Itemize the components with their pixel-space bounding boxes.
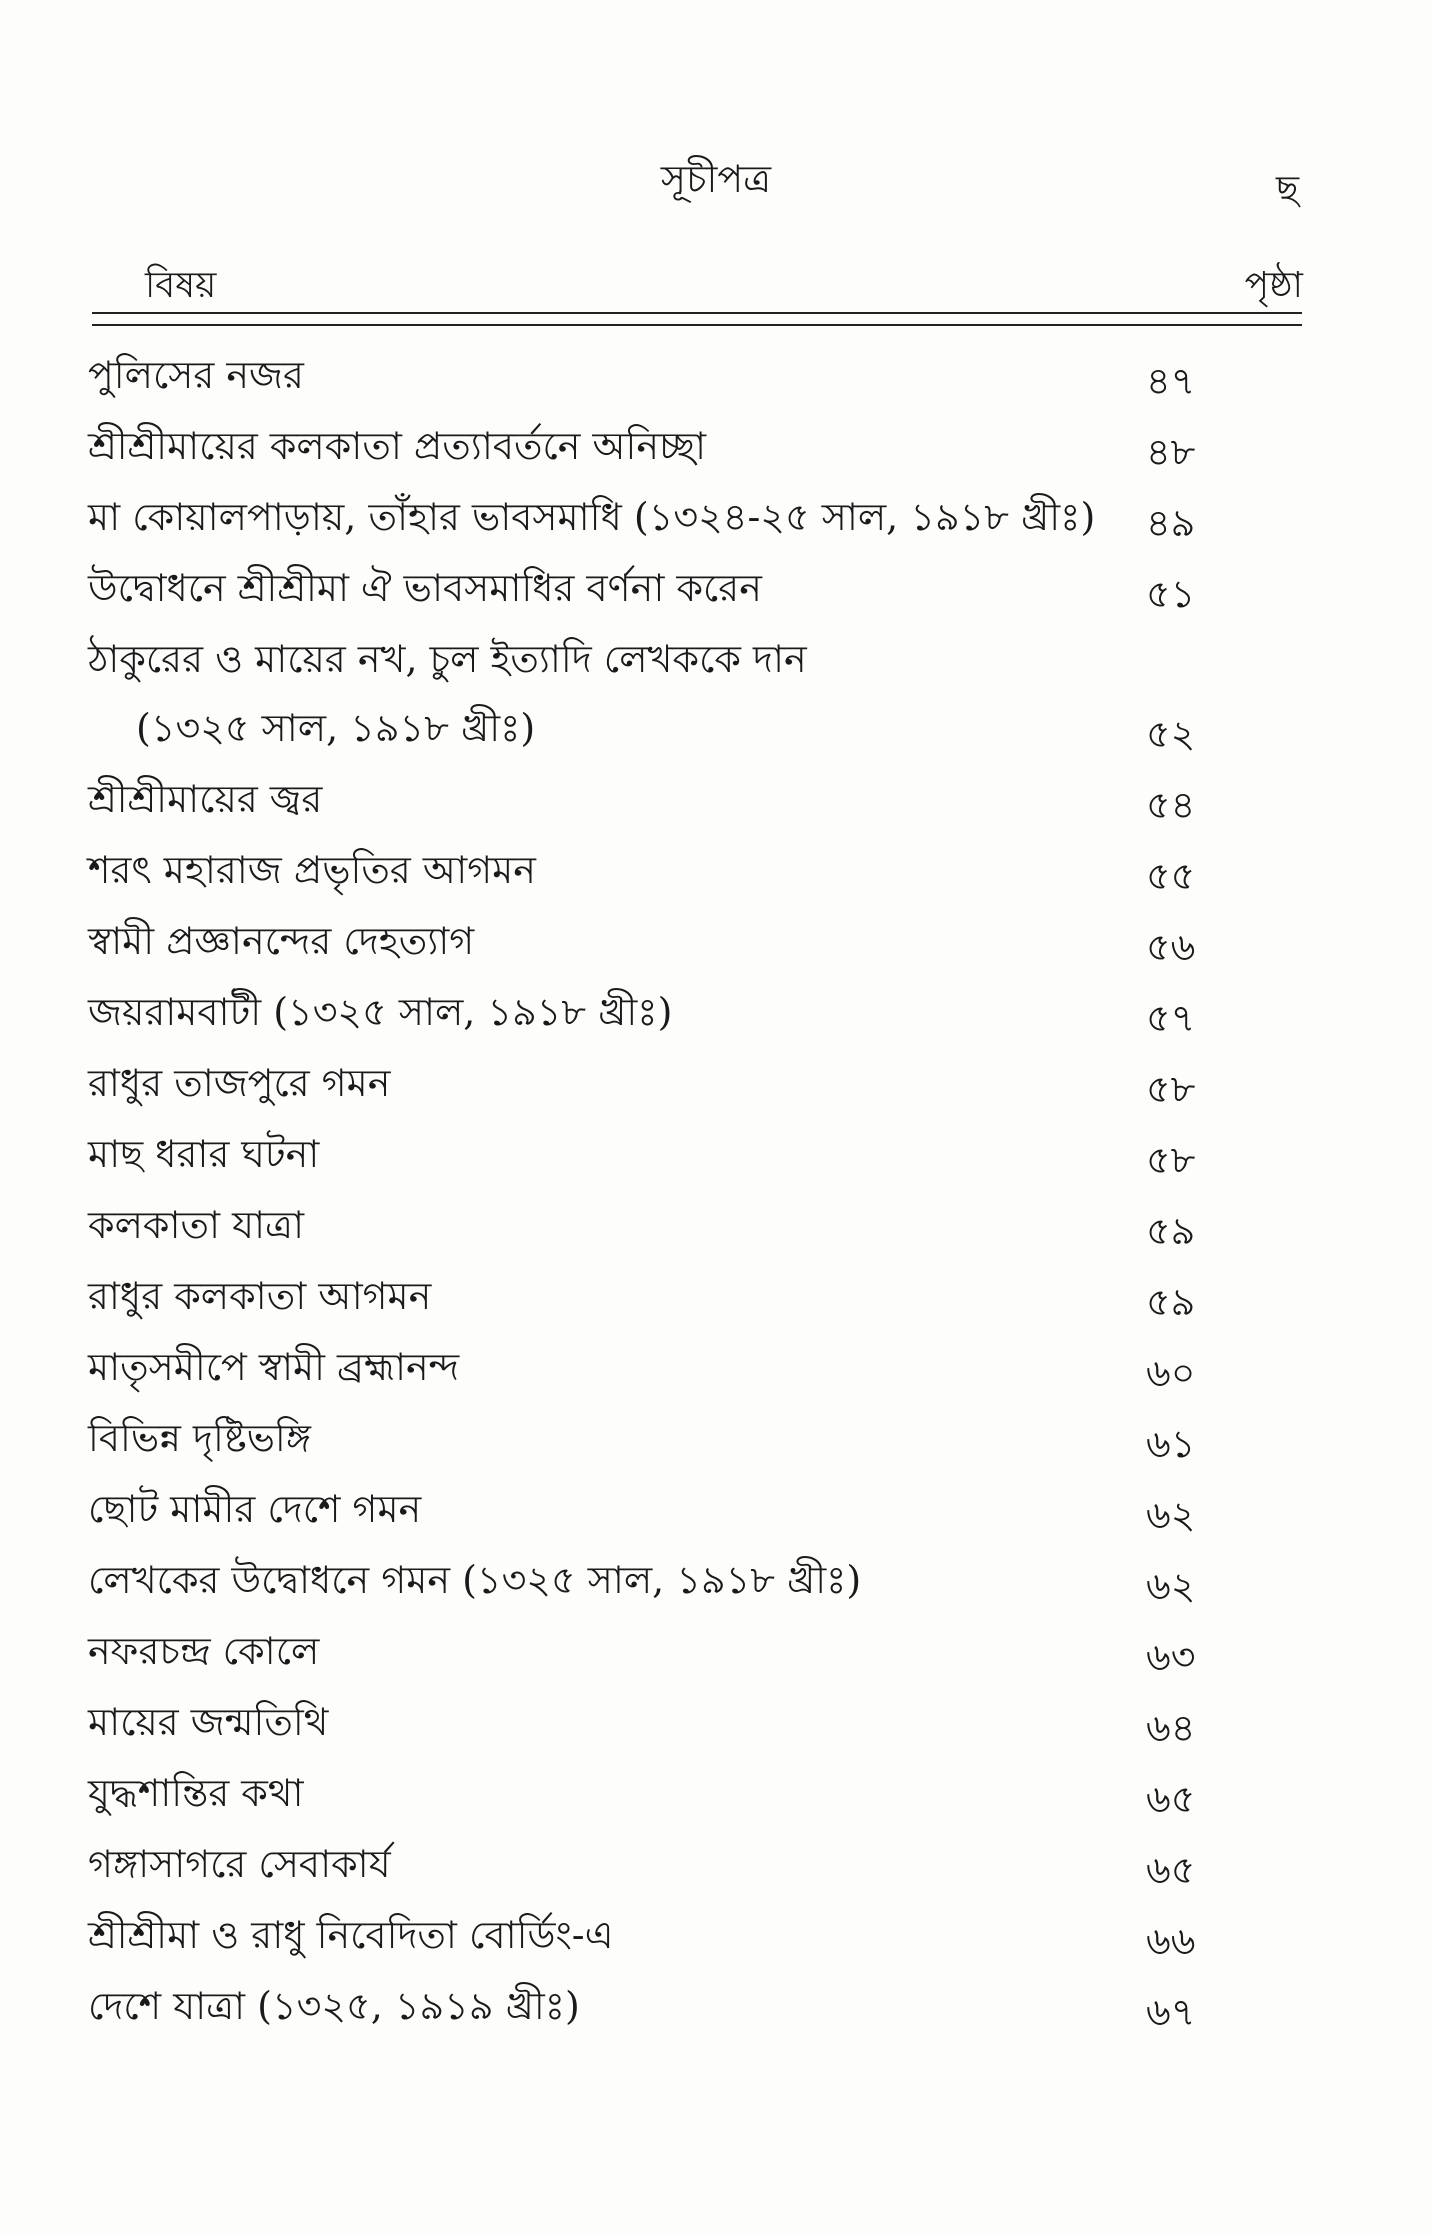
toc-entry-page: ৬৪ [1146,1706,1196,1750]
toc-entry-page: ৫১ [1146,572,1196,616]
toc-entry [88,1190,1218,1261]
toc-entry-page: ৬৭ [1146,1990,1196,2034]
toc-entry-title: কলকাতা যাত্রা [88,1203,304,1247]
toc-entry-title-continuation: (১৩২৫ সাল, ১৯১৮ খ্রীঃ) [136,706,536,750]
toc-entry-title: মা কোয়ালপাড়ায়, তাঁহার ভাবসমাধি (১৩২৪-২৫ সাল, ১৯১৮ খ্রীঃ) [88,495,1096,539]
toc-entry [88,1545,1218,1616]
toc-entry-title: মায়ের জন্মতিথি [88,1700,329,1744]
toc-entry-title: বিভিন্ন দৃষ্টিভঙ্গি [88,1416,311,1460]
toc-entry-page: ৬৫ [1146,1848,1196,1892]
header-rule-top [92,312,1302,314]
toc-entry [88,1758,1218,1829]
toc-entry-page: ৬২ [1146,1493,1196,1537]
page-title: সূচীপত্র [660,157,772,201]
toc-entry-title: উদ্বোধনে শ্রীশ্রীমা ঐ ভাবসমাধির বর্ণনা করেন [88,566,762,610]
toc-entry-title: গঙ্গাসাগরে সেবাকার্য [88,1842,391,1886]
toc-entry-page: ৪৮ [1146,430,1196,474]
toc-entry [88,624,1218,764]
toc-entry-page: ৬৫ [1146,1777,1196,1821]
toc-entry [88,1261,1218,1332]
toc-entry-page: ৫৪ [1146,783,1196,827]
toc-entry-title: শরৎ মহারাজ প্রভৃতির আগমন [88,848,536,892]
toc-entry [88,1900,1218,1971]
toc-entry-page: ৫৮ [1146,1067,1196,1111]
toc-entry-title: লেখকের উদ্বোধনে গমন (১৩২৫ সাল, ১৯১৮ খ্রীঃ) [88,1558,862,1602]
toc-entry-title: শ্রীশ্রীমা ও রাধু নিবেদিতা বোর্ডিং-এ [88,1913,614,1957]
toc-entry [88,482,1218,553]
toc-entry-title: ঠাকুরের ও মায়ের নখ, চুল ইত্যাদি লেখককে দান [88,637,807,681]
toc-entry [88,1119,1218,1190]
toc-entry-title: নফরচন্দ্র কোলে [88,1629,320,1673]
toc-entry-page: ৬১ [1146,1422,1196,1466]
toc-entry-page: ৫২ [1146,712,1196,756]
toc-entry [88,340,1218,411]
toc-entry-title: যুদ্ধশান্তির কথা [88,1771,304,1815]
toc-entry-page: ৬২ [1146,1564,1196,1608]
toc-entry-title: পুলিসের নজর [88,353,304,397]
toc-entry [88,1403,1218,1474]
toc-entry-page: ৬৬ [1146,1919,1196,1963]
toc-entry-page: ৫৮ [1146,1138,1196,1182]
toc-entry-title: শ্রীশ্রীমায়ের জ্বর [88,777,323,821]
column-header-page: পৃষ্ঠা [1244,265,1303,306]
toc-entry [88,835,1218,906]
toc-entry-title: স্বামী প্রজ্ঞানন্দের দেহত্যাগ [88,919,475,963]
toc-entry-title: জয়রামবাটী (১৩২৫ সাল, ১৯১৮ খ্রীঃ) [88,990,673,1034]
toc-list [88,340,1218,2042]
header-rule-bottom [92,324,1302,326]
toc-entry-page: ৫৬ [1146,925,1196,969]
toc-entry [88,1971,1218,2042]
toc-entry-title: শ্রীশ্রীমায়ের কলকাতা প্রত্যাবর্তনে অনিচ্ছা [88,424,706,468]
column-header-subject: বিষয় [145,265,217,306]
toc-entry-title: ছোট মামীর দেশে গমন [88,1487,422,1531]
toc-entry [88,1616,1218,1687]
toc-entry-title: রাধুর তাজপুরে গমন [88,1061,391,1105]
toc-entry [88,1474,1218,1545]
toc-entry-title: মাতৃসমীপে স্বামী ব্রহ্মানন্দ [88,1345,460,1389]
toc-entry-page: ৪৭ [1146,359,1196,403]
toc-entry [88,411,1218,482]
toc-entry-title: রাধুর কলকাতা আগমন [88,1274,432,1318]
toc-entry-page: ৬৩ [1146,1635,1196,1679]
toc-entry [88,1048,1218,1119]
toc-entry-page: ৫৭ [1146,996,1196,1040]
toc-entry [88,553,1218,624]
toc-entry-page: ৪৯ [1146,501,1196,545]
toc-entry-title: দেশে যাত্রা (১৩২৫, ১৯১৯ খ্রীঃ) [88,1984,580,2028]
toc-entry [88,764,1218,835]
toc-entry-page: ৬০ [1146,1351,1196,1395]
toc-entry-title: মাছ ধরার ঘটনা [88,1132,320,1176]
toc-entry [88,1829,1218,1900]
toc-entry [88,1687,1218,1758]
column-header [95,258,1303,308]
toc-entry-page: ৫৯ [1146,1209,1196,1253]
page-number-letter: ছ [1276,167,1300,211]
toc-entry-page: ৫৫ [1146,854,1196,898]
toc-entry [88,977,1218,1048]
toc-entry-page: ৫৯ [1146,1280,1196,1324]
toc-entry [88,1332,1218,1403]
toc-entry [88,906,1218,977]
